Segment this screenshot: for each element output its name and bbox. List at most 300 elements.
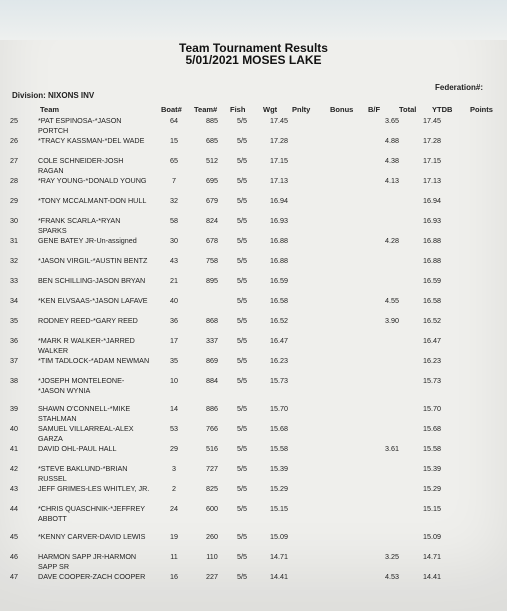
cell-boat: 36 <box>170 316 178 325</box>
cell-team-num: 758 <box>206 256 218 265</box>
cell-fish: 5/5 <box>237 316 247 325</box>
cell-bonus <box>334 296 372 316</box>
cell-boat: 35 <box>170 356 178 365</box>
table-row <box>10 136 502 156</box>
cell-fish: 5/5 <box>237 424 247 433</box>
cell-bf: 3.61 <box>385 444 399 453</box>
cell-bonus <box>334 256 372 276</box>
cell-bf <box>372 404 412 424</box>
col-header-ytdb: YTDB <box>432 105 453 114</box>
cell-total: 14.71 <box>423 552 441 561</box>
cell-total: 16.88 <box>423 256 441 265</box>
cell-ytdb <box>452 316 482 336</box>
cell-team: *JASON VIRGIL-*AUSTIN BENTZ <box>38 256 148 265</box>
cell-team-num: 895 <box>206 276 218 285</box>
table-row <box>10 216 502 236</box>
cell-team: *FRANK SCARLA-*RYAN SPARKS <box>38 216 121 235</box>
cell-ytdb <box>452 196 482 216</box>
table-row <box>10 504 502 532</box>
cell-pnlty <box>300 484 334 504</box>
cell-team-num: 260 <box>206 532 218 541</box>
table-row <box>10 176 502 196</box>
cell-pnlty <box>300 176 334 196</box>
cell-team: SHAWN O'CONNELL-*MIKE STAHLMAN <box>38 404 131 423</box>
cell-wgt: 16.94 <box>270 196 288 205</box>
cell-points <box>482 404 502 424</box>
cell-team: *STEVE BAKLUND-*BRIAN RUSSEL <box>38 464 128 483</box>
cell-fish: 5/5 <box>237 504 247 513</box>
cell-wgt: 16.23 <box>270 356 288 365</box>
table-row <box>10 464 502 484</box>
cell-bf <box>372 356 412 376</box>
cell-points <box>482 196 502 216</box>
table-row <box>10 336 502 356</box>
cell-wgt: 15.73 <box>270 376 288 385</box>
cell-points <box>482 376 502 404</box>
cell-rank: 27 <box>10 156 18 165</box>
cell-ytdb <box>452 336 482 356</box>
cell-points <box>482 424 502 444</box>
cell-ytdb <box>452 136 482 156</box>
cell-pnlty <box>300 376 334 404</box>
cell-bonus <box>334 376 372 404</box>
cell-wgt: 15.15 <box>270 504 288 513</box>
col-header-total: Total <box>399 105 417 114</box>
cell-rank: 37 <box>10 356 18 365</box>
cell-wgt: 16.58 <box>270 296 288 305</box>
cell-team: *KEN ELVSAAS-*JASON LAFAVE <box>38 296 148 305</box>
federation-label: Federation#: <box>435 83 484 92</box>
table-row <box>10 276 502 296</box>
cell-fish: 5/5 <box>237 356 247 365</box>
cell-points <box>482 316 502 336</box>
cell-team-num: 885 <box>206 116 218 125</box>
cell-pnlty <box>300 296 334 316</box>
cell-boat: 21 <box>170 276 178 285</box>
cell-pnlty <box>300 404 334 424</box>
col-header-points: Points <box>470 105 493 114</box>
cell-team-num: 766 <box>206 424 218 433</box>
cell-wgt: 16.88 <box>270 256 288 265</box>
cell-bonus <box>334 444 372 464</box>
cell-bf <box>372 532 412 552</box>
cell-bf <box>372 336 412 356</box>
cell-bonus <box>334 316 372 336</box>
cell-points <box>482 336 502 356</box>
cell-wgt: 16.52 <box>270 316 288 325</box>
cell-fish: 5/5 <box>237 532 247 541</box>
cell-ytdb <box>452 572 482 592</box>
cell-pnlty <box>300 532 334 552</box>
cell-ytdb <box>452 484 482 504</box>
cell-total: 15.70 <box>423 404 441 413</box>
table-row <box>10 444 502 464</box>
cell-pnlty <box>300 196 334 216</box>
cell-bf <box>372 216 412 236</box>
cell-team-num: 600 <box>206 504 218 513</box>
table-row <box>10 424 502 444</box>
cell-wgt: 15.68 <box>270 424 288 433</box>
cell-bonus <box>334 504 372 532</box>
cell-pnlty <box>300 504 334 532</box>
cell-bf: 4.13 <box>385 176 399 185</box>
cell-fish: 5/5 <box>237 116 247 125</box>
cell-rank: 36 <box>10 336 18 345</box>
table-row <box>10 532 502 552</box>
col-header-fish: Fish <box>230 105 246 114</box>
cell-pnlty <box>300 276 334 296</box>
cell-team-num <box>198 296 226 316</box>
cell-bonus <box>334 464 372 484</box>
cell-team: *CHRIS QUASCHNIK-*JEFFREY ABBOTT <box>38 504 145 523</box>
col-header-pnlty: Pnlty <box>292 105 311 114</box>
cell-ytdb <box>452 376 482 404</box>
cell-rank: 26 <box>10 136 18 145</box>
cell-pnlty <box>300 336 334 356</box>
cell-fish: 5/5 <box>237 236 247 245</box>
cell-boat: 30 <box>170 236 178 245</box>
cell-team: *RAY YOUNG-*DONALD YOUNG <box>38 176 147 185</box>
cell-ytdb <box>452 276 482 296</box>
cell-fish: 5/5 <box>237 552 247 561</box>
cell-bf <box>372 484 412 504</box>
cell-points <box>482 572 502 592</box>
cell-bf: 4.88 <box>385 136 399 145</box>
cell-boat: 14 <box>170 404 178 413</box>
cell-wgt: 16.59 <box>270 276 288 285</box>
cell-fish: 5/5 <box>237 484 247 493</box>
cell-pnlty <box>300 356 334 376</box>
cell-total: 15.15 <box>423 504 441 513</box>
cell-boat: 65 <box>170 156 178 165</box>
cell-team: *JOSEPH MONTELEONE-*JASON WYNIA <box>38 376 125 395</box>
background-top <box>0 0 507 40</box>
cell-ytdb <box>452 404 482 424</box>
cell-bf <box>372 504 412 532</box>
cell-team: HARMON SAPP JR-HARMON SAPP SR <box>38 552 137 571</box>
cell-boat: 32 <box>170 196 178 205</box>
cell-wgt: 16.47 <box>270 336 288 345</box>
cell-total: 15.09 <box>423 532 441 541</box>
cell-points <box>482 484 502 504</box>
table-row <box>10 376 502 404</box>
cell-ytdb <box>452 216 482 236</box>
cell-points <box>482 532 502 552</box>
cell-pnlty <box>300 116 334 136</box>
cell-team-num: 110 <box>206 552 218 561</box>
col-header-team: Team <box>40 105 60 114</box>
cell-pnlty <box>300 552 334 572</box>
cell-points <box>482 296 502 316</box>
table-row <box>10 256 502 276</box>
cell-pnlty <box>300 156 334 176</box>
cell-points <box>482 276 502 296</box>
cell-bonus <box>334 276 372 296</box>
table-row <box>10 316 502 336</box>
cell-rank: 28 <box>10 176 18 185</box>
cell-ytdb <box>452 356 482 376</box>
cell-ytdb <box>452 116 482 136</box>
col-header-wgt: Wgt <box>263 105 278 114</box>
cell-pnlty <box>300 444 334 464</box>
cell-boat: 29 <box>170 444 178 453</box>
cell-points <box>482 216 502 236</box>
cell-team: *TIM TADLOCK-*ADAM NEWMAN <box>38 356 150 365</box>
page-title: Team Tournament Results <box>179 41 328 55</box>
cell-pnlty <box>300 136 334 156</box>
cell-bonus <box>334 532 372 552</box>
cell-rank: 29 <box>10 196 18 205</box>
cell-bf <box>372 196 412 216</box>
cell-bf: 4.28 <box>385 236 399 245</box>
cell-bf <box>372 376 412 404</box>
col-header-boat: Boat# <box>161 105 182 114</box>
division-label: Division: NIXONS INV <box>12 91 95 100</box>
cell-team-num: 869 <box>206 356 218 365</box>
cell-fish: 5/5 <box>237 136 247 145</box>
cell-team: COLE SCHNEIDER-JOSH RAGAN <box>38 156 124 175</box>
cell-fish: 5/5 <box>237 156 247 165</box>
cell-ytdb <box>452 424 482 444</box>
cell-boat: 58 <box>170 216 178 225</box>
cell-total: 15.39 <box>423 464 441 473</box>
table-row <box>10 296 502 316</box>
cell-team: SAMUEL VILLARREAL-ALEX GARZA <box>38 424 134 443</box>
cell-bonus <box>334 484 372 504</box>
cell-team: BEN SCHILLING-JASON BRYAN <box>38 276 146 285</box>
cell-bonus <box>334 552 372 572</box>
cell-ytdb <box>452 532 482 552</box>
cell-rank: 35 <box>10 316 18 325</box>
table-row <box>10 156 502 176</box>
cell-fish: 5/5 <box>237 444 247 453</box>
cell-rank: 45 <box>10 532 18 541</box>
cell-ytdb <box>452 236 482 256</box>
cell-total: 15.29 <box>423 484 441 493</box>
table-row <box>10 484 502 504</box>
cell-team-num: 685 <box>206 136 218 145</box>
cell-team: *TONY MCCALMANT-DON HULL <box>38 196 147 205</box>
cell-points <box>482 116 502 136</box>
cell-wgt: 15.29 <box>270 484 288 493</box>
cell-boat: 10 <box>170 376 178 385</box>
cell-total: 15.73 <box>423 376 441 385</box>
cell-total: 16.47 <box>423 336 441 345</box>
cell-fish: 5/5 <box>237 276 247 285</box>
cell-wgt: 17.45 <box>270 116 288 125</box>
cell-points <box>482 356 502 376</box>
cell-team-num: 695 <box>206 176 218 185</box>
cell-rank: 33 <box>10 276 18 285</box>
results-table <box>10 116 502 592</box>
cell-points <box>482 444 502 464</box>
cell-boat: 2 <box>172 484 176 493</box>
table-row <box>10 356 502 376</box>
cell-points <box>482 136 502 156</box>
table-row <box>10 572 502 592</box>
cell-wgt: 16.88 <box>270 236 288 245</box>
col-header-team-num: Team# <box>194 105 218 114</box>
cell-total: 16.58 <box>423 296 441 305</box>
cell-ytdb <box>452 504 482 532</box>
cell-total: 16.88 <box>423 236 441 245</box>
cell-points <box>482 176 502 196</box>
cell-boat: 3 <box>172 464 176 473</box>
cell-rank: 40 <box>10 424 18 433</box>
cell-boat: 40 <box>170 296 178 305</box>
cell-team-num: 227 <box>206 572 218 581</box>
cell-wgt: 14.41 <box>270 572 288 581</box>
cell-ytdb <box>452 464 482 484</box>
cell-team: *PAT ESPINOSA-*JASON PORTCH <box>38 116 122 135</box>
cell-team-num: 886 <box>206 404 218 413</box>
cell-bf: 3.65 <box>385 116 399 125</box>
cell-boat: 43 <box>170 256 178 265</box>
cell-bf <box>372 464 412 484</box>
cell-total: 15.68 <box>423 424 441 433</box>
cell-rank: 42 <box>10 464 18 473</box>
cell-bonus <box>334 572 372 592</box>
cell-points <box>482 256 502 276</box>
cell-wgt: 15.09 <box>270 532 288 541</box>
cell-rank: 38 <box>10 376 18 385</box>
cell-bonus <box>334 156 372 176</box>
cell-wgt: 15.39 <box>270 464 288 473</box>
cell-ytdb <box>452 444 482 464</box>
cell-boat: 24 <box>170 504 178 513</box>
cell-team-num: 868 <box>206 316 218 325</box>
cell-fish: 5/5 <box>237 176 247 185</box>
cell-wgt: 17.28 <box>270 136 288 145</box>
cell-ytdb <box>452 176 482 196</box>
cell-fish: 5/5 <box>237 296 247 305</box>
cell-fish: 5/5 <box>237 404 247 413</box>
cell-rank: 34 <box>10 296 18 305</box>
cell-bf: 4.55 <box>385 296 399 305</box>
cell-team: DAVE COOPER-ZACH COOPER <box>38 572 146 581</box>
cell-team: *TRACY KASSMAN-*DEL WADE <box>38 136 145 145</box>
cell-total: 17.45 <box>423 116 441 125</box>
cell-bonus <box>334 136 372 156</box>
cell-points <box>482 236 502 256</box>
cell-pnlty <box>300 572 334 592</box>
cell-boat: 16 <box>170 572 178 581</box>
cell-wgt: 17.13 <box>270 176 288 185</box>
cell-bf: 4.38 <box>385 156 399 165</box>
cell-boat: 64 <box>170 116 178 125</box>
cell-fish: 5/5 <box>237 376 247 385</box>
table-row <box>10 552 502 572</box>
cell-points <box>482 156 502 176</box>
cell-boat: 15 <box>170 136 178 145</box>
cell-total: 17.28 <box>423 136 441 145</box>
cell-total: 16.94 <box>423 196 441 205</box>
cell-rank: 25 <box>10 116 18 125</box>
table-row <box>10 116 502 136</box>
cell-boat: 11 <box>170 552 178 561</box>
cell-ytdb <box>452 256 482 276</box>
cell-pnlty <box>300 236 334 256</box>
cell-team-num: 516 <box>206 444 218 453</box>
cell-total: 15.58 <box>423 444 441 453</box>
cell-pnlty <box>300 256 334 276</box>
cell-bf <box>372 424 412 444</box>
cell-total: 16.52 <box>423 316 441 325</box>
cell-bonus <box>334 196 372 216</box>
cell-fish: 5/5 <box>237 572 247 581</box>
cell-bonus <box>334 424 372 444</box>
cell-fish: 5/5 <box>237 216 247 225</box>
cell-fish: 5/5 <box>237 196 247 205</box>
cell-ytdb <box>452 296 482 316</box>
cell-bf <box>372 256 412 276</box>
cell-bonus <box>334 356 372 376</box>
cell-bf: 4.53 <box>385 572 399 581</box>
cell-rank: 32 <box>10 256 18 265</box>
cell-team-num: 337 <box>206 336 218 345</box>
cell-bonus <box>334 336 372 356</box>
table-row <box>10 236 502 256</box>
cell-bonus <box>334 216 372 236</box>
col-header-bonus: Bonus <box>330 105 354 114</box>
cell-team: GENE BATEY JR-Un-assigned <box>38 236 137 245</box>
cell-pnlty <box>300 424 334 444</box>
cell-rank: 31 <box>10 236 18 245</box>
col-header-bf: B/F <box>368 105 381 114</box>
cell-fish: 5/5 <box>237 256 247 265</box>
cell-team-num: 825 <box>206 484 218 493</box>
cell-team-num: 679 <box>206 196 218 205</box>
cell-pnlty <box>300 316 334 336</box>
cell-boat: 17 <box>170 336 178 345</box>
table-row <box>10 196 502 216</box>
cell-rank: 47 <box>10 572 18 581</box>
cell-rank: 41 <box>10 444 18 453</box>
cell-team-num: 727 <box>206 464 218 473</box>
table-row <box>10 404 502 424</box>
cell-bf: 3.25 <box>385 552 399 561</box>
cell-team: *MARK R WALKER-*JARRED WALKER <box>38 336 135 355</box>
cell-bonus <box>334 176 372 196</box>
cell-total: 14.41 <box>423 572 441 581</box>
cell-wgt: 15.70 <box>270 404 288 413</box>
cell-wgt: 15.58 <box>270 444 288 453</box>
cell-boat: 7 <box>172 176 176 185</box>
cell-ytdb <box>452 156 482 176</box>
cell-rank: 39 <box>10 404 18 413</box>
cell-total: 17.13 <box>423 176 441 185</box>
cell-points <box>482 464 502 484</box>
cell-boat: 19 <box>170 532 178 541</box>
cell-pnlty <box>300 464 334 484</box>
cell-total: 17.15 <box>423 156 441 165</box>
cell-rank: 44 <box>10 504 18 513</box>
cell-total: 16.93 <box>423 216 441 225</box>
cell-team-num: 512 <box>206 156 218 165</box>
cell-team: RODNEY REED-*GARY REED <box>38 316 138 325</box>
cell-fish: 5/5 <box>237 336 247 345</box>
cell-bonus <box>334 236 372 256</box>
cell-team: *KENNY CARVER-DAVID LEWIS <box>38 532 146 541</box>
cell-bonus <box>334 116 372 136</box>
cell-team: DAVID OHL-PAUL HALL <box>38 444 117 453</box>
cell-team-num: 824 <box>206 216 218 225</box>
cell-rank: 46 <box>10 552 18 561</box>
cell-bf <box>372 276 412 296</box>
cell-wgt: 17.15 <box>270 156 288 165</box>
cell-points <box>482 552 502 572</box>
cell-wgt: 16.93 <box>270 216 288 225</box>
